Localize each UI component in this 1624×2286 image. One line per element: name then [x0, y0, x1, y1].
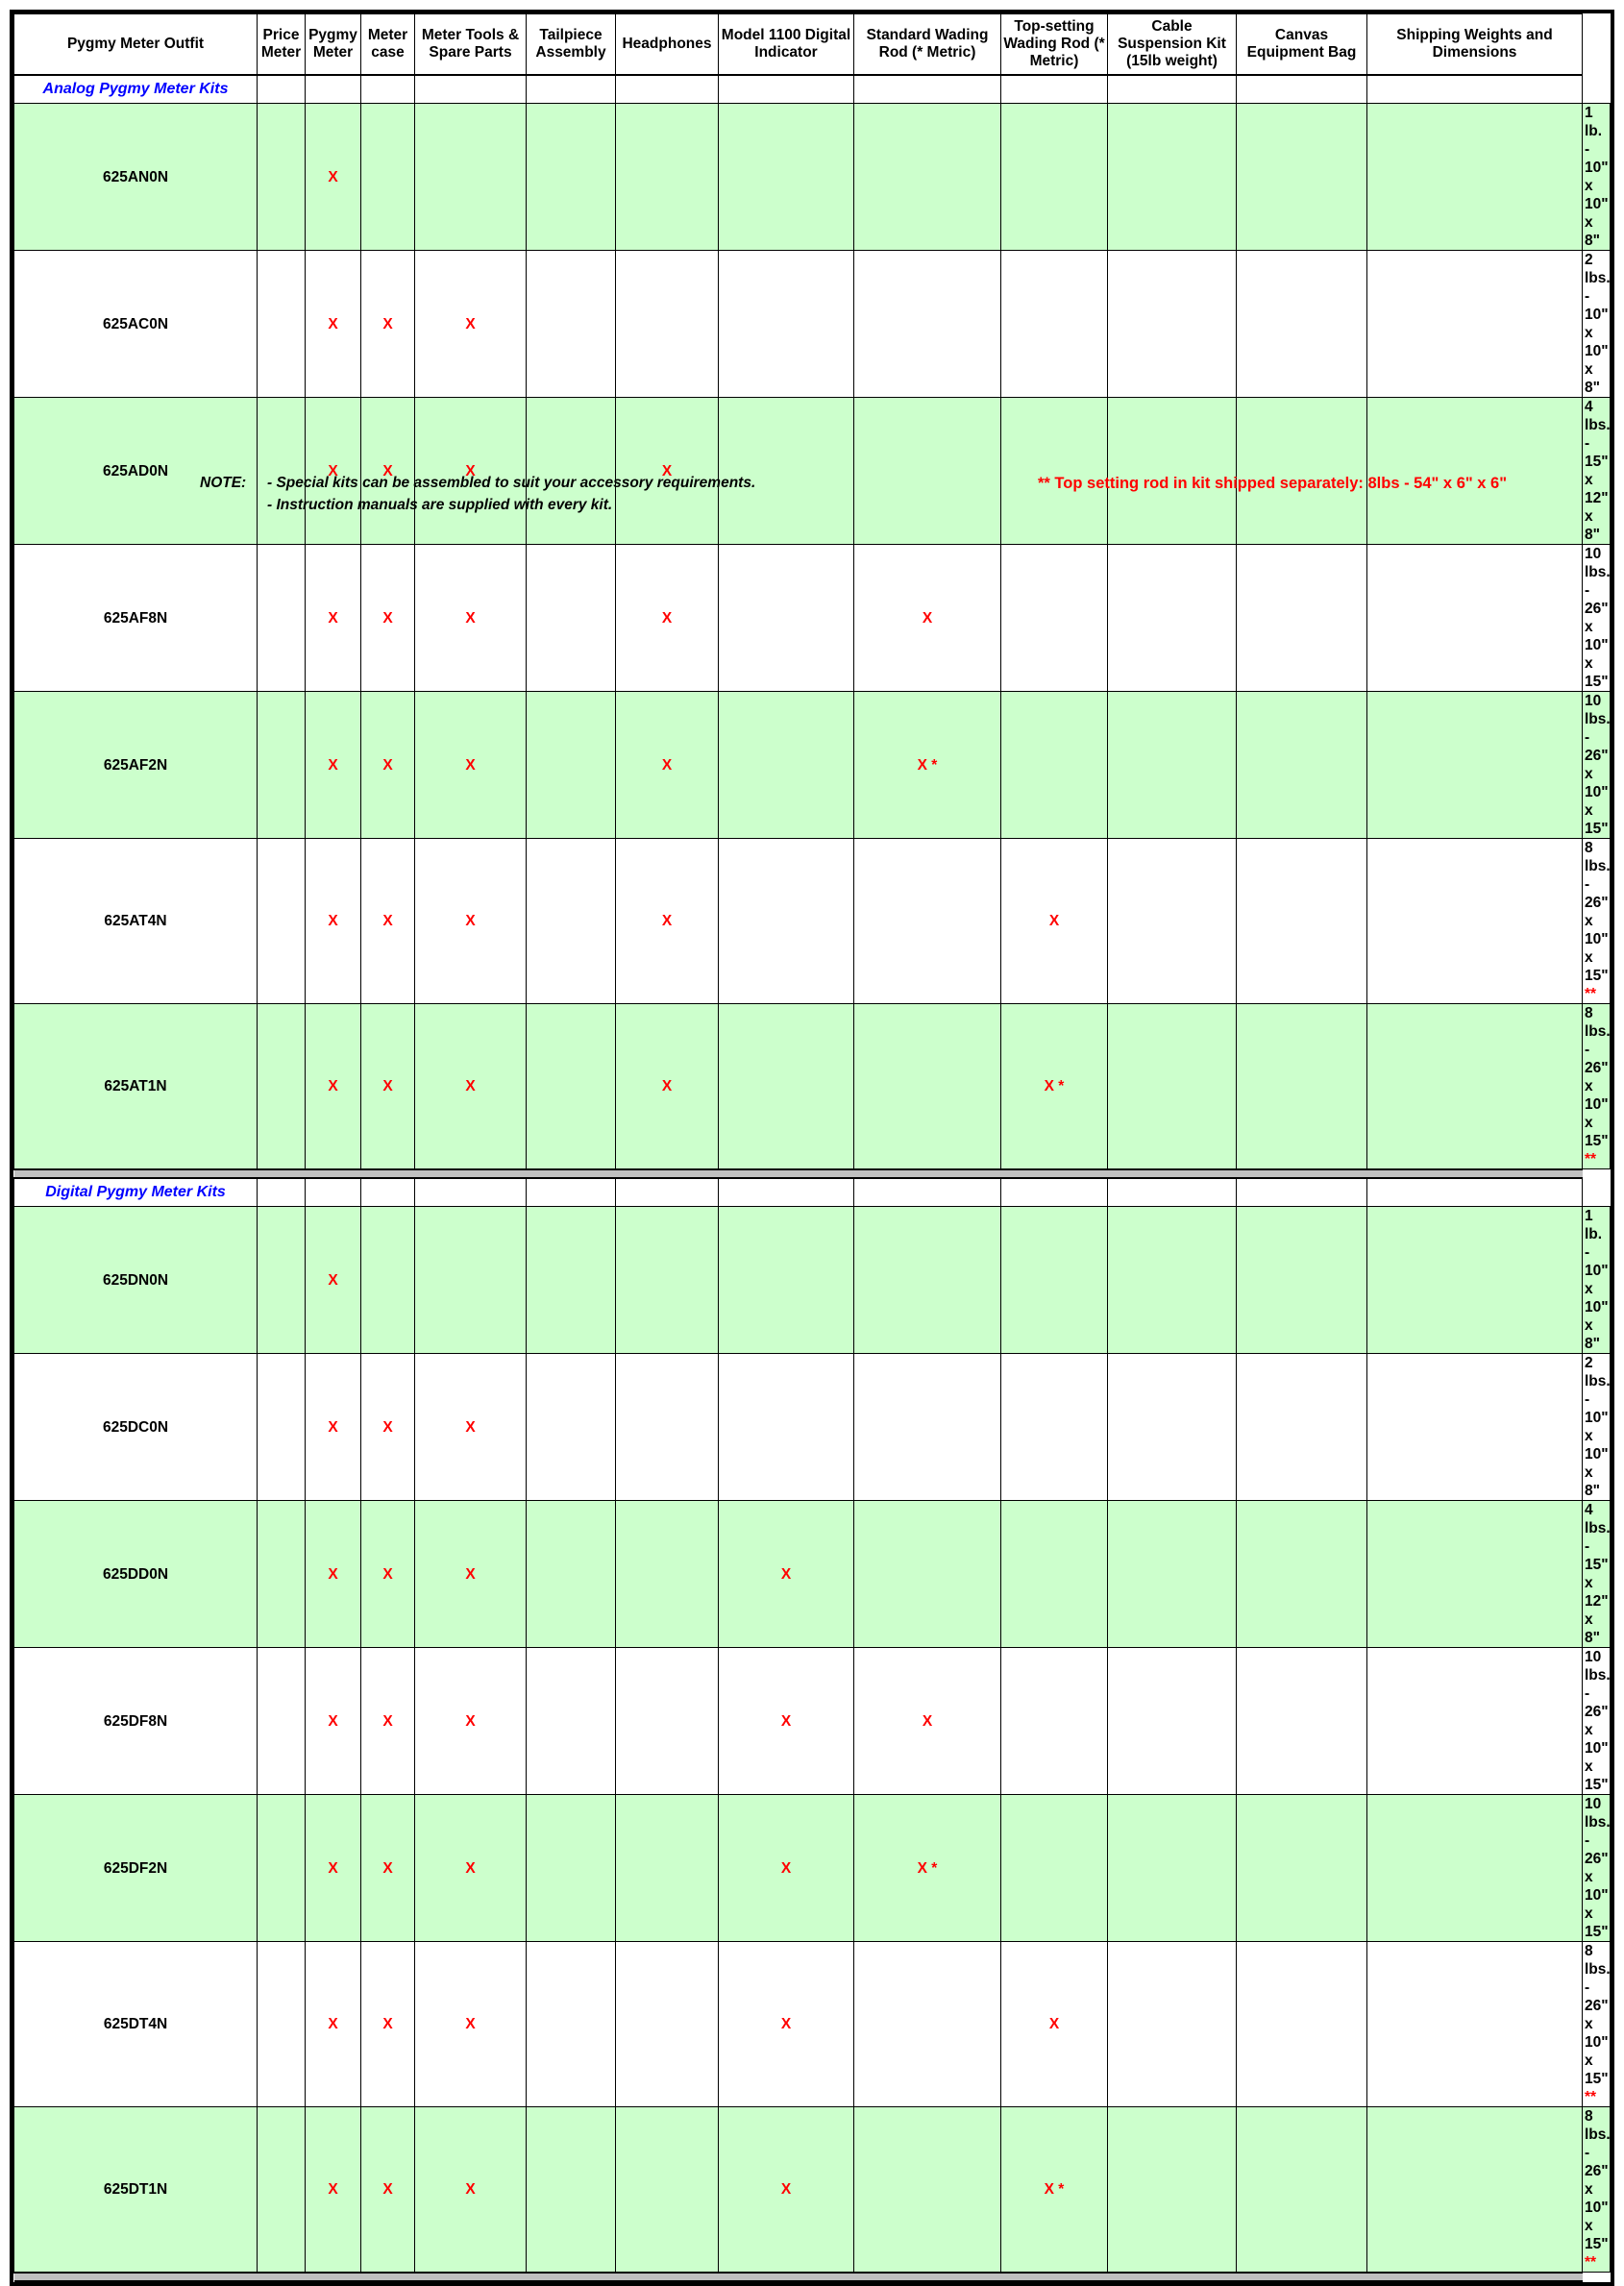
note-line-special-kits: - Special kits can be assembled to suit your accessory requirements.	[267, 475, 756, 491]
included-mark: X	[616, 692, 719, 839]
empty-cell	[1108, 839, 1237, 1004]
empty-cell	[258, 1004, 306, 1169]
model-number-cell: 625DC0N	[14, 1354, 258, 1501]
column-header: Meter case	[361, 14, 415, 75]
empty-cell	[1367, 1942, 1583, 2107]
empty-cell	[1237, 839, 1367, 1004]
empty-cell	[616, 2107, 719, 2273]
shipping-value: 10 lbs. - 26" x 10" x 15"	[1585, 1649, 1611, 1793]
included-mark: X	[616, 398, 719, 545]
empty-cell	[1001, 104, 1108, 251]
empty-cell	[719, 839, 854, 1004]
included-mark: X	[361, 251, 415, 398]
table-row	[14, 1795, 1611, 1942]
included-mark: X	[361, 692, 415, 839]
empty-cell	[1237, 692, 1367, 839]
empty-cell	[719, 251, 854, 398]
included-mark: X	[306, 398, 361, 545]
empty-cell	[527, 1648, 616, 1795]
empty-cell	[719, 545, 854, 692]
table-row	[14, 839, 1611, 1004]
empty-cell	[1237, 1942, 1367, 2107]
shipping-value: 8 lbs. - 26" x 10" x 15"	[1585, 840, 1611, 984]
empty-cell	[1108, 2107, 1237, 2273]
shipping-cell	[1583, 1501, 1611, 1648]
included-mark: X	[616, 839, 719, 1004]
empty-cell	[1001, 398, 1108, 545]
empty-cell	[258, 1942, 306, 2107]
included-mark: X	[306, 1942, 361, 2107]
empty-cell	[719, 1178, 854, 1207]
shipping-value: 8 lbs. - 26" x 10" x 15"	[1585, 2108, 1611, 2252]
empty-cell	[361, 1207, 415, 1354]
table-row	[14, 1354, 1611, 1501]
model-number-cell: 625DF2N	[14, 1795, 258, 1942]
shipping-value: 4 lbs. - 15" x 12" x 8"	[1585, 1502, 1611, 1646]
empty-cell	[616, 1942, 719, 2107]
empty-cell	[1237, 251, 1367, 398]
table-row	[14, 692, 1611, 839]
shipping-value: 4 lbs. - 15" x 12" x 8"	[1585, 399, 1611, 543]
included-mark: X	[306, 1795, 361, 1942]
empty-cell	[1367, 1648, 1583, 1795]
column-header: Tailpiece Assembly	[527, 14, 616, 75]
included-mark: X	[1001, 839, 1108, 1004]
included-mark: X	[415, 1648, 527, 1795]
empty-cell	[1001, 1207, 1108, 1354]
included-mark: X	[719, 1795, 854, 1942]
shipping-cell	[1583, 839, 1611, 1004]
included-mark: X	[306, 1648, 361, 1795]
empty-cell	[527, 1004, 616, 1169]
section-divider	[14, 1169, 1611, 1178]
empty-cell	[1237, 1004, 1367, 1169]
empty-cell	[1367, 839, 1583, 1004]
empty-cell	[854, 251, 1001, 398]
empty-cell	[258, 1354, 306, 1501]
included-mark: X	[415, 1795, 527, 1942]
table-row	[14, 1501, 1611, 1648]
empty-cell	[527, 1178, 616, 1207]
included-mark: X	[361, 545, 415, 692]
empty-cell	[1367, 104, 1583, 251]
empty-cell	[1001, 75, 1108, 104]
empty-cell	[1001, 1178, 1108, 1207]
section-divider	[14, 2273, 1611, 2281]
model-number-cell: 625DT4N	[14, 1942, 258, 2107]
empty-cell	[306, 75, 361, 104]
included-mark: X	[361, 398, 415, 545]
empty-cell	[719, 1004, 854, 1169]
shipping-value: 1 lb. - 10" x 10" x 8"	[1585, 1208, 1609, 1352]
shipping-cell	[1583, 1942, 1611, 2107]
empty-cell	[258, 104, 306, 251]
empty-cell	[258, 398, 306, 545]
empty-cell	[527, 398, 616, 545]
model-number-cell: 625AF2N	[14, 692, 258, 839]
empty-cell	[527, 1207, 616, 1354]
column-header: Top-setting Wading Rod (* Metric)	[1001, 14, 1108, 75]
shipping-note-marker: **	[1585, 1151, 1597, 1168]
empty-cell	[854, 1354, 1001, 1501]
table-body	[14, 75, 1611, 2281]
empty-cell	[1001, 1795, 1108, 1942]
column-header: Shipping Weights and Dimensions	[1367, 14, 1583, 75]
included-mark: X	[306, 251, 361, 398]
empty-cell	[1367, 75, 1583, 104]
included-mark: X	[719, 1942, 854, 2107]
column-header: Pygmy Meter Outfit	[14, 14, 258, 75]
empty-cell	[1367, 1501, 1583, 1648]
model-number-cell: 625DF8N	[14, 1648, 258, 1795]
column-header: Headphones	[616, 14, 719, 75]
empty-cell	[258, 839, 306, 1004]
empty-cell	[719, 1207, 854, 1354]
empty-cell	[854, 104, 1001, 251]
empty-cell	[527, 692, 616, 839]
note-line-manuals: - Instruction manuals are supplied with every kit.	[267, 497, 613, 513]
included-mark: X	[306, 545, 361, 692]
empty-cell	[258, 1795, 306, 1942]
empty-cell	[616, 75, 719, 104]
empty-cell	[1237, 545, 1367, 692]
empty-cell	[1237, 1178, 1367, 1207]
included-mark: X	[415, 545, 527, 692]
included-mark: X	[361, 1648, 415, 1795]
included-mark: X	[361, 1354, 415, 1501]
column-header: Model 1100 Digital Indicator	[719, 14, 854, 75]
shipping-cell	[1583, 104, 1611, 251]
included-mark: X	[616, 1004, 719, 1169]
included-mark: X	[306, 1501, 361, 1648]
empty-cell	[854, 1178, 1001, 1207]
empty-cell	[361, 1178, 415, 1207]
empty-cell	[258, 251, 306, 398]
kit-table	[13, 13, 1611, 2282]
empty-cell	[527, 1795, 616, 1942]
empty-cell	[1367, 398, 1583, 545]
included-mark: X *	[854, 692, 1001, 839]
empty-cell	[527, 1354, 616, 1501]
table-row	[14, 545, 1611, 692]
empty-cell	[1367, 1795, 1583, 1942]
empty-cell	[1108, 692, 1237, 839]
empty-cell	[616, 1648, 719, 1795]
header-row	[14, 14, 1611, 75]
shipping-value: 10 lbs. - 26" x 10" x 15"	[1585, 546, 1611, 690]
empty-cell	[527, 545, 616, 692]
divider-bar	[14, 2273, 1583, 2281]
empty-cell	[1108, 1004, 1237, 1169]
empty-cell	[1367, 1004, 1583, 1169]
table-row	[14, 1207, 1611, 1354]
empty-cell	[854, 1501, 1001, 1648]
shipping-value: 10 lbs. - 26" x 10" x 15"	[1585, 1796, 1611, 1940]
included-mark: X	[306, 2107, 361, 2273]
empty-cell	[527, 104, 616, 251]
included-mark: X	[719, 1501, 854, 1648]
included-mark: X	[415, 1942, 527, 2107]
shipping-cell	[1583, 1207, 1611, 1354]
kit-table-frame	[10, 10, 1614, 2286]
included-mark: X	[306, 104, 361, 251]
included-mark: X	[306, 1004, 361, 1169]
included-mark: X	[719, 1648, 854, 1795]
empty-cell	[1001, 251, 1108, 398]
model-number-cell: 625DN0N	[14, 1207, 258, 1354]
included-mark: X	[616, 545, 719, 692]
empty-cell	[616, 1501, 719, 1648]
empty-cell	[854, 1207, 1001, 1354]
column-header: Canvas Equipment Bag	[1237, 14, 1367, 75]
empty-cell	[1237, 1501, 1367, 1648]
table-row	[14, 251, 1611, 398]
empty-cell	[1108, 1648, 1237, 1795]
table-row	[14, 398, 1611, 545]
shipping-cell	[1583, 251, 1611, 398]
empty-cell	[415, 1207, 527, 1354]
empty-cell	[1237, 1648, 1367, 1795]
empty-cell	[415, 104, 527, 251]
shipping-value: 8 lbs. - 26" x 10" x 15"	[1585, 1005, 1611, 1149]
table-row	[14, 1648, 1611, 1795]
shipping-cell	[1583, 1648, 1611, 1795]
table-row	[14, 104, 1611, 251]
included-mark: X	[415, 1004, 527, 1169]
included-mark: X	[415, 398, 527, 545]
empty-cell	[1237, 1207, 1367, 1354]
empty-cell	[1001, 1648, 1108, 1795]
empty-cell	[1001, 545, 1108, 692]
empty-cell	[1367, 2107, 1583, 2273]
empty-cell	[1367, 545, 1583, 692]
included-mark: X	[854, 1648, 1001, 1795]
model-number-cell: 625AD0N	[14, 398, 258, 545]
empty-cell	[1108, 1795, 1237, 1942]
empty-cell	[1001, 1354, 1108, 1501]
empty-cell	[1367, 251, 1583, 398]
empty-cell	[1108, 1942, 1237, 2107]
model-number-cell: 625DT1N	[14, 2107, 258, 2273]
included-mark: X	[415, 1354, 527, 1501]
empty-cell	[1108, 75, 1237, 104]
included-mark: X	[361, 839, 415, 1004]
empty-cell	[527, 1501, 616, 1648]
empty-cell	[1367, 1178, 1583, 1207]
empty-cell	[719, 398, 854, 545]
included-mark: X *	[854, 1795, 1001, 1942]
column-header: Cable Suspension Kit (15lb weight)	[1108, 14, 1237, 75]
empty-cell	[719, 104, 854, 251]
note-label: NOTE:	[200, 475, 247, 491]
included-mark: X	[415, 2107, 527, 2273]
empty-cell	[1237, 104, 1367, 251]
empty-cell	[1108, 1354, 1237, 1501]
empty-cell	[616, 1354, 719, 1501]
empty-cell	[1108, 545, 1237, 692]
empty-cell	[527, 251, 616, 398]
column-header: Standard Wading Rod (* Metric)	[854, 14, 1001, 75]
model-number-cell: 625AC0N	[14, 251, 258, 398]
column-header: Pygmy Meter	[306, 14, 361, 75]
section-header-row	[14, 1178, 1611, 1207]
included-mark: X	[415, 839, 527, 1004]
included-mark: X	[719, 2107, 854, 2273]
empty-cell	[719, 1354, 854, 1501]
empty-cell	[1108, 104, 1237, 251]
included-mark: X	[854, 545, 1001, 692]
column-header: Price Meter	[258, 14, 306, 75]
shipping-cell	[1583, 545, 1611, 692]
empty-cell	[258, 1648, 306, 1795]
included-mark: X	[306, 1207, 361, 1354]
included-mark: X	[306, 839, 361, 1004]
empty-cell	[258, 692, 306, 839]
included-mark: X *	[1001, 1004, 1108, 1169]
empty-cell	[719, 75, 854, 104]
model-number-cell: 625AF8N	[14, 545, 258, 692]
table-row	[14, 1942, 1611, 2107]
table-row	[14, 1004, 1611, 1169]
empty-cell	[616, 1207, 719, 1354]
empty-cell	[616, 1795, 719, 1942]
model-number-cell: 625AT1N	[14, 1004, 258, 1169]
empty-cell	[1237, 1795, 1367, 1942]
column-header: Meter Tools & Spare Parts	[415, 14, 527, 75]
empty-cell	[1237, 75, 1367, 104]
empty-cell	[616, 1178, 719, 1207]
empty-cell	[854, 839, 1001, 1004]
included-mark: X *	[1001, 2107, 1108, 2273]
empty-cell	[1237, 2107, 1367, 2273]
shipping-note-marker: **	[1585, 986, 1597, 1002]
included-mark: X	[361, 1004, 415, 1169]
empty-cell	[854, 1942, 1001, 2107]
shipping-value: 1 lb. - 10" x 10" x 8"	[1585, 105, 1609, 249]
divider-bar	[14, 1169, 1583, 1178]
empty-cell	[1108, 398, 1237, 545]
included-mark: X	[415, 692, 527, 839]
empty-cell	[258, 75, 306, 104]
empty-cell	[1001, 1501, 1108, 1648]
empty-cell	[527, 2107, 616, 2273]
empty-cell	[258, 1501, 306, 1648]
empty-cell	[1367, 1354, 1583, 1501]
empty-cell	[258, 2107, 306, 2273]
empty-cell	[854, 398, 1001, 545]
included-mark: X	[306, 692, 361, 839]
section-title: Digital Pygmy Meter Kits	[14, 1178, 258, 1207]
shipping-cell	[1583, 2107, 1611, 2273]
included-mark: X	[361, 1501, 415, 1648]
included-mark: X	[361, 1795, 415, 1942]
shipping-value: 2 lbs. - 10" x 10" x 8"	[1585, 252, 1611, 396]
empty-cell	[1237, 398, 1367, 545]
empty-cell	[415, 75, 527, 104]
included-mark: X	[306, 1354, 361, 1501]
shipping-value: 8 lbs. - 26" x 10" x 15"	[1585, 1943, 1611, 2087]
empty-cell	[616, 104, 719, 251]
empty-cell	[1108, 1207, 1237, 1354]
section-title: Analog Pygmy Meter Kits	[14, 75, 258, 104]
empty-cell	[1108, 251, 1237, 398]
empty-cell	[415, 1178, 527, 1207]
empty-cell	[306, 1178, 361, 1207]
shipping-cell	[1583, 1354, 1611, 1501]
empty-cell	[361, 104, 415, 251]
shipping-note-marker: **	[1585, 2254, 1597, 2271]
notes-area	[0, 475, 1624, 522]
empty-cell	[258, 1178, 306, 1207]
empty-cell	[1108, 1501, 1237, 1648]
shipping-value: 2 lbs. - 10" x 10" x 8"	[1585, 1355, 1611, 1499]
empty-cell	[1367, 692, 1583, 839]
empty-cell	[1237, 1354, 1367, 1501]
empty-cell	[1367, 1207, 1583, 1354]
empty-cell	[1001, 692, 1108, 839]
included-mark: X	[361, 2107, 415, 2273]
empty-cell	[1108, 1178, 1237, 1207]
empty-cell	[258, 545, 306, 692]
shipping-cell	[1583, 398, 1611, 545]
shipping-cell	[1583, 692, 1611, 839]
shipping-cell	[1583, 1004, 1611, 1169]
empty-cell	[527, 839, 616, 1004]
empty-cell	[616, 251, 719, 398]
table-row	[14, 2107, 1611, 2273]
included-mark: X	[415, 1501, 527, 1648]
empty-cell	[719, 692, 854, 839]
shipping-note-marker: **	[1585, 2089, 1597, 2105]
shipping-value: 10 lbs. - 26" x 10" x 15"	[1585, 693, 1611, 837]
included-mark: X	[361, 1942, 415, 2107]
empty-cell	[854, 2107, 1001, 2273]
empty-cell	[361, 75, 415, 104]
included-mark: X	[415, 251, 527, 398]
included-mark: X	[1001, 1942, 1108, 2107]
empty-cell	[527, 75, 616, 104]
shipping-cell	[1583, 1795, 1611, 1942]
empty-cell	[854, 1004, 1001, 1169]
empty-cell	[527, 1942, 616, 2107]
empty-cell	[854, 75, 1001, 104]
model-number-cell: 625DD0N	[14, 1501, 258, 1648]
section-header-row	[14, 75, 1611, 104]
model-number-cell: 625AN0N	[14, 104, 258, 251]
shipping-note: ** Top setting rod in kit shipped separately: 8lbs - 54" x 6" x 6"	[1038, 475, 1508, 492]
model-number-cell: 625AT4N	[14, 839, 258, 1004]
empty-cell	[258, 1207, 306, 1354]
